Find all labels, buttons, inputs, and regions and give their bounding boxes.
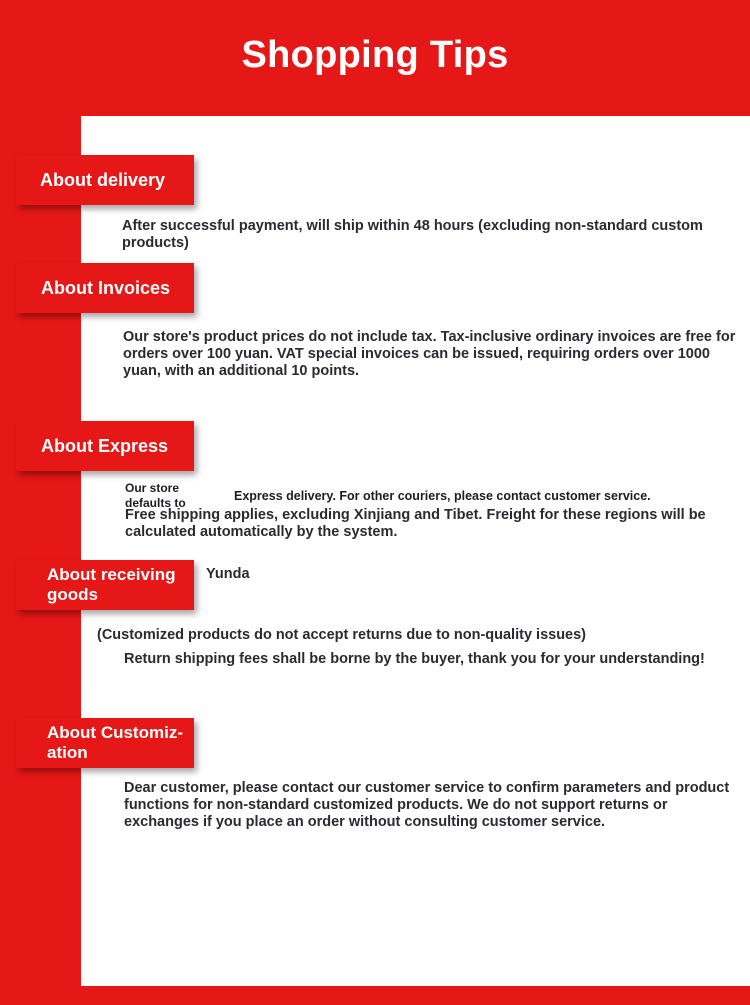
express-default-text: Express delivery. For other couriers, please contact customer service. [234, 489, 651, 503]
delivery-text: After successful payment, will ship within 48 hours (excluding non-standard custom products) [122, 218, 703, 251]
invoices-text: Our store's product prices do not include tax. Tax-inclusive ordinary invoices are free for orders over 100 yuan. VAT special invoices can be issued, requiring orders over 1000 yuan, with an additional 10 points. [123, 329, 736, 379]
section-tab-customization: About Customiz-ation [16, 718, 194, 768]
receiving-courier: Yunda [206, 566, 250, 582]
section-tab-invoices: About Invoices [16, 263, 194, 313]
page-title: Shopping Tips [241, 34, 509, 76]
customization-text: Dear customer, please contact our customer service to confirm parameters and product functions for non-standard customized products. We do not support returns or exchanges if you place an order without consulting customer service. [124, 780, 730, 830]
express-text: Free shipping applies, excluding Xinjiang and Tibet. Freight for these regions will be calculated automatically by the system. [125, 507, 706, 540]
receiving-text: Return shipping fees shall be borne by the buyer, thank you for your understanding! [124, 651, 705, 667]
section-tab-express: About Express [16, 421, 194, 471]
section-tab-delivery: About delivery [16, 155, 194, 205]
receiving-note: (Customized products do not accept returns due to non-quality issues) [97, 627, 587, 643]
express-default-label: Our store defaults to [125, 481, 186, 510]
section-tab-receiving: About receiving goods [16, 560, 194, 610]
